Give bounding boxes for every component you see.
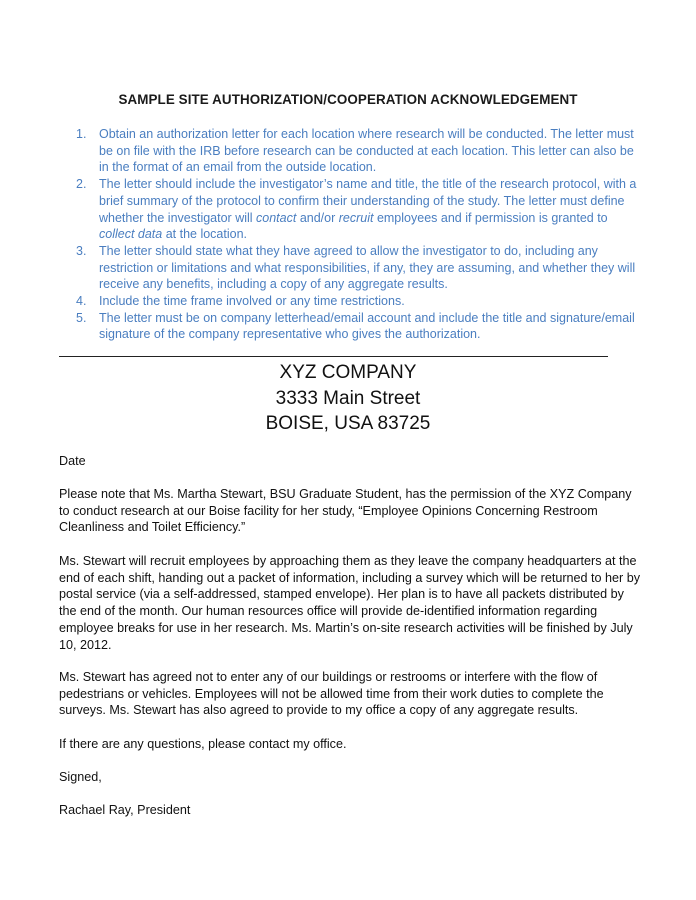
company-street: 3333 Main Street <box>275 387 421 409</box>
instruction-text: Include the time frame involved or any time restrictions. <box>99 294 405 309</box>
instruction-item <box>76 126 642 176</box>
instruction-number: 2. <box>76 177 87 192</box>
company-city: BOISE, USA 83725 <box>265 413 431 434</box>
document-title: SAMPLE SITE AUTHORIZATION/COOPERATION ACKNOWLEDGEMENT <box>118 92 578 107</box>
instruction-number: 5. <box>76 310 87 325</box>
instruction-item <box>76 243 642 293</box>
instruction-text: Obtain an authorization letter for each location where research will be conducted. The letter must be on file with the IRB before research can be conducted at each location. This letter can also be in the format of an email from the outside location. <box>99 127 634 175</box>
instruction-item <box>76 293 642 310</box>
letterhead <box>0 360 696 437</box>
instruction-emphasis: recruit <box>338 210 374 225</box>
instruction-list <box>76 126 642 343</box>
instruction-number: 1. <box>76 127 87 141</box>
instruction-item <box>76 310 642 343</box>
letter-paragraph-3: Ms. Stewart has agreed not to enter any of our buildings or restrooms or interfere with the flow of pedestrians or vehicles. Employees will not be allowed time from their work duties to complete the surveys. Ms. Stewart has also agreed to provide to my office a copy of any aggregate results. <box>59 670 604 718</box>
instruction-text: at the location. <box>162 227 248 242</box>
instruction-item <box>76 176 642 243</box>
company-name: XYZ COMPANY <box>279 362 417 383</box>
instruction-text: The letter should state what they have agreed to allow the investigator to do, including any restriction or limitations and what responsibilities, if any, they are assuming, and whether they will receive any benefits, including a copy of any aggregate results. <box>99 243 636 292</box>
instruction-text: employees and if permission is granted to <box>373 210 608 225</box>
instruction-number: 3. <box>76 243 87 258</box>
instruction-text: and/or <box>296 210 339 225</box>
instruction-text: The letter should include the investigator’s name and title, the title of the research protocol, with a brief summary of the protocol to confirm their understanding of the study. The letter must define whether the investigator will <box>99 177 637 225</box>
instruction-number: 4. <box>76 294 87 309</box>
letter-signature: Rachael Ray, President <box>59 803 191 817</box>
divider-line <box>59 356 608 357</box>
instruction-text: The letter must be on company letterhead/email account and include the title and signature/email signature of the company representative who gives the authorization. <box>99 310 635 342</box>
letter-paragraph-4: If there are any questions, please contact my office. <box>59 737 347 751</box>
letter-paragraph-1: Please note that Ms. Martha Stewart, BSU Graduate Student, has the permission of the XYZ Company to conduct research at our Boise facility for her study, “Employee Opinions Concerning Restroom Cleanliness and Toilet Efficiency.” <box>59 487 632 535</box>
letter-signed: Signed, <box>59 770 102 784</box>
instruction-emphasis: collect data <box>99 227 163 242</box>
letter-paragraph-2: Ms. Stewart will recruit employees by approaching them as they leave the company headquarters at the end of each shift, handing out a packet of information, including a survey which will be returned to her by postal service (via a self-addressed, stamped envelope). Her plan is to have all packets distributed by the end of the month. Our human resources office will provide de-identified information regarding employee breaks for use in her research. Ms. Martin’s on-site research activities will be finished by July 10, 2012. <box>59 554 641 652</box>
letter-date: Date <box>59 454 86 468</box>
instruction-emphasis: contact <box>256 210 297 225</box>
